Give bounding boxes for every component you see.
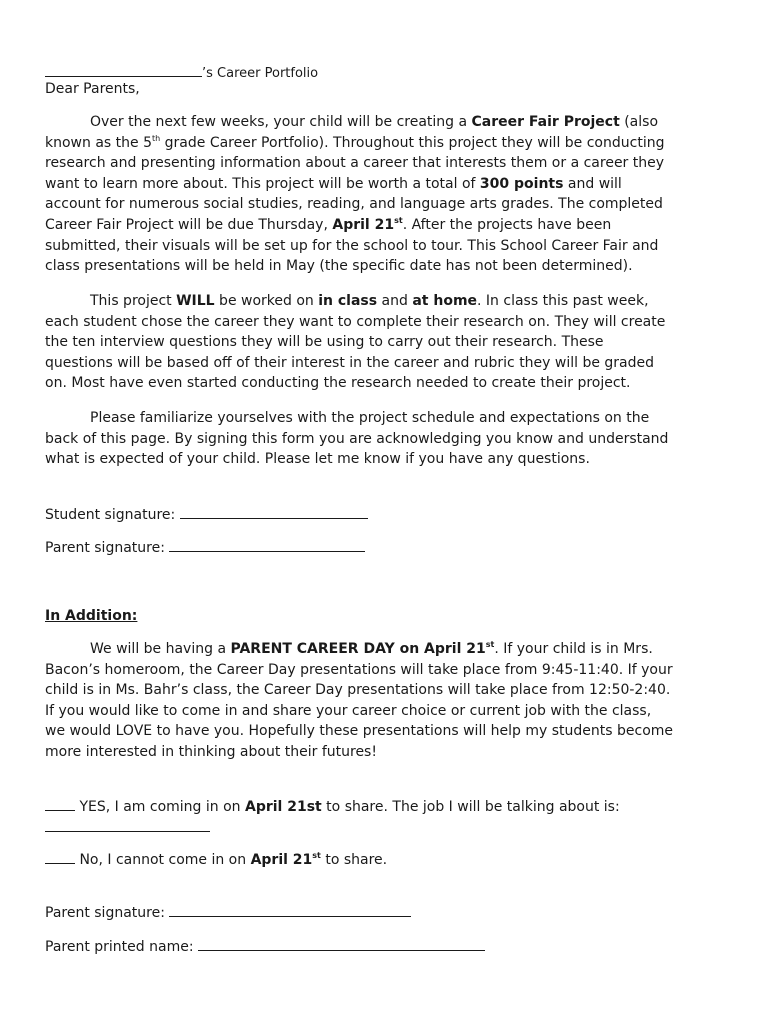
parent-signature-label: Parent signature: bbox=[45, 540, 165, 556]
portfolio-title: ’s Career Portfolio bbox=[45, 63, 725, 82]
student-name-blank[interactable] bbox=[45, 63, 202, 77]
parent-signature-line bbox=[45, 538, 725, 559]
parent-signature-field[interactable] bbox=[169, 538, 365, 552]
greeting: Dear Parents, bbox=[45, 81, 140, 97]
paragraph-intro: Over the next few weeks, your child will be creating a Career Fair Project (also known as the 5th grade Career Portfolio). Throughout this project they will be conducting research and presenting information about a career that interests them or a career they want to learn more about. This project will be worth a total of 300 points and will account for numerous social studies, reading, and language arts grades. The completed Career Fair Project will be due Thursday, April 21st. After the projects have been submitted, their visuals will be set up for the school to tour. This School Career Fair and class presentations will be held in May (the specific date has not been determined). bbox=[45, 114, 665, 275]
job-topic-field[interactable] bbox=[45, 818, 210, 832]
paragraph-work: This project WILL be worked on in class and at home. In class this past week, each student chose the career they want to complete their research on. They will create the ten interview questions they will be using to carry out their research. These questions will be based off of their interest in the career and rubric they will be graded on. Most have even started conducting the research needed to create their project. bbox=[45, 293, 666, 392]
paragraph-career-day: We will be having a PARENT CAREER DAY on April 21st. If your child is in Mrs. Bacon’s homeroom, the Career Day presentations will take place from 9:45-11:40. If your child is in Ms. Bahr’s class, the Career Day presentations will take place from 12:50-2:40. If you would like to come in and share your career choice or current job with the class, we would LOVE to have you. Hopefully these presentations will help my students become more interested in thinking about their futures! bbox=[45, 640, 674, 760]
student-signature-label: Student signature: bbox=[45, 507, 176, 523]
parent-printed-name-field[interactable] bbox=[198, 937, 485, 951]
no-checkbox-blank[interactable] bbox=[45, 850, 75, 864]
student-signature-line bbox=[45, 505, 725, 526]
parent-printed-name-line bbox=[45, 937, 725, 958]
parent-signature-line-2 bbox=[45, 903, 725, 924]
no-option: No, I cannot come in on April 21st to share. bbox=[45, 850, 725, 871]
paragraph-familiarize: Please familiarize yourselves with the project schedule and expectations on the back of this page. By signing this form you are acknowledging you know and understand what is expected of your child. Please let me know if you have any questions. bbox=[45, 410, 669, 468]
parent-printed-name-label: Parent printed name: bbox=[45, 939, 194, 955]
in-addition-heading: In Addition: bbox=[45, 608, 138, 624]
yes-checkbox-blank[interactable] bbox=[45, 797, 75, 811]
student-signature-field[interactable] bbox=[180, 505, 368, 519]
yes-option: YES, I am coming in on April 21st to share. The job I will be talking about is: bbox=[45, 797, 725, 838]
parent-signature-label-2: Parent signature: bbox=[45, 905, 165, 921]
parent-signature-field-2[interactable] bbox=[169, 903, 411, 917]
